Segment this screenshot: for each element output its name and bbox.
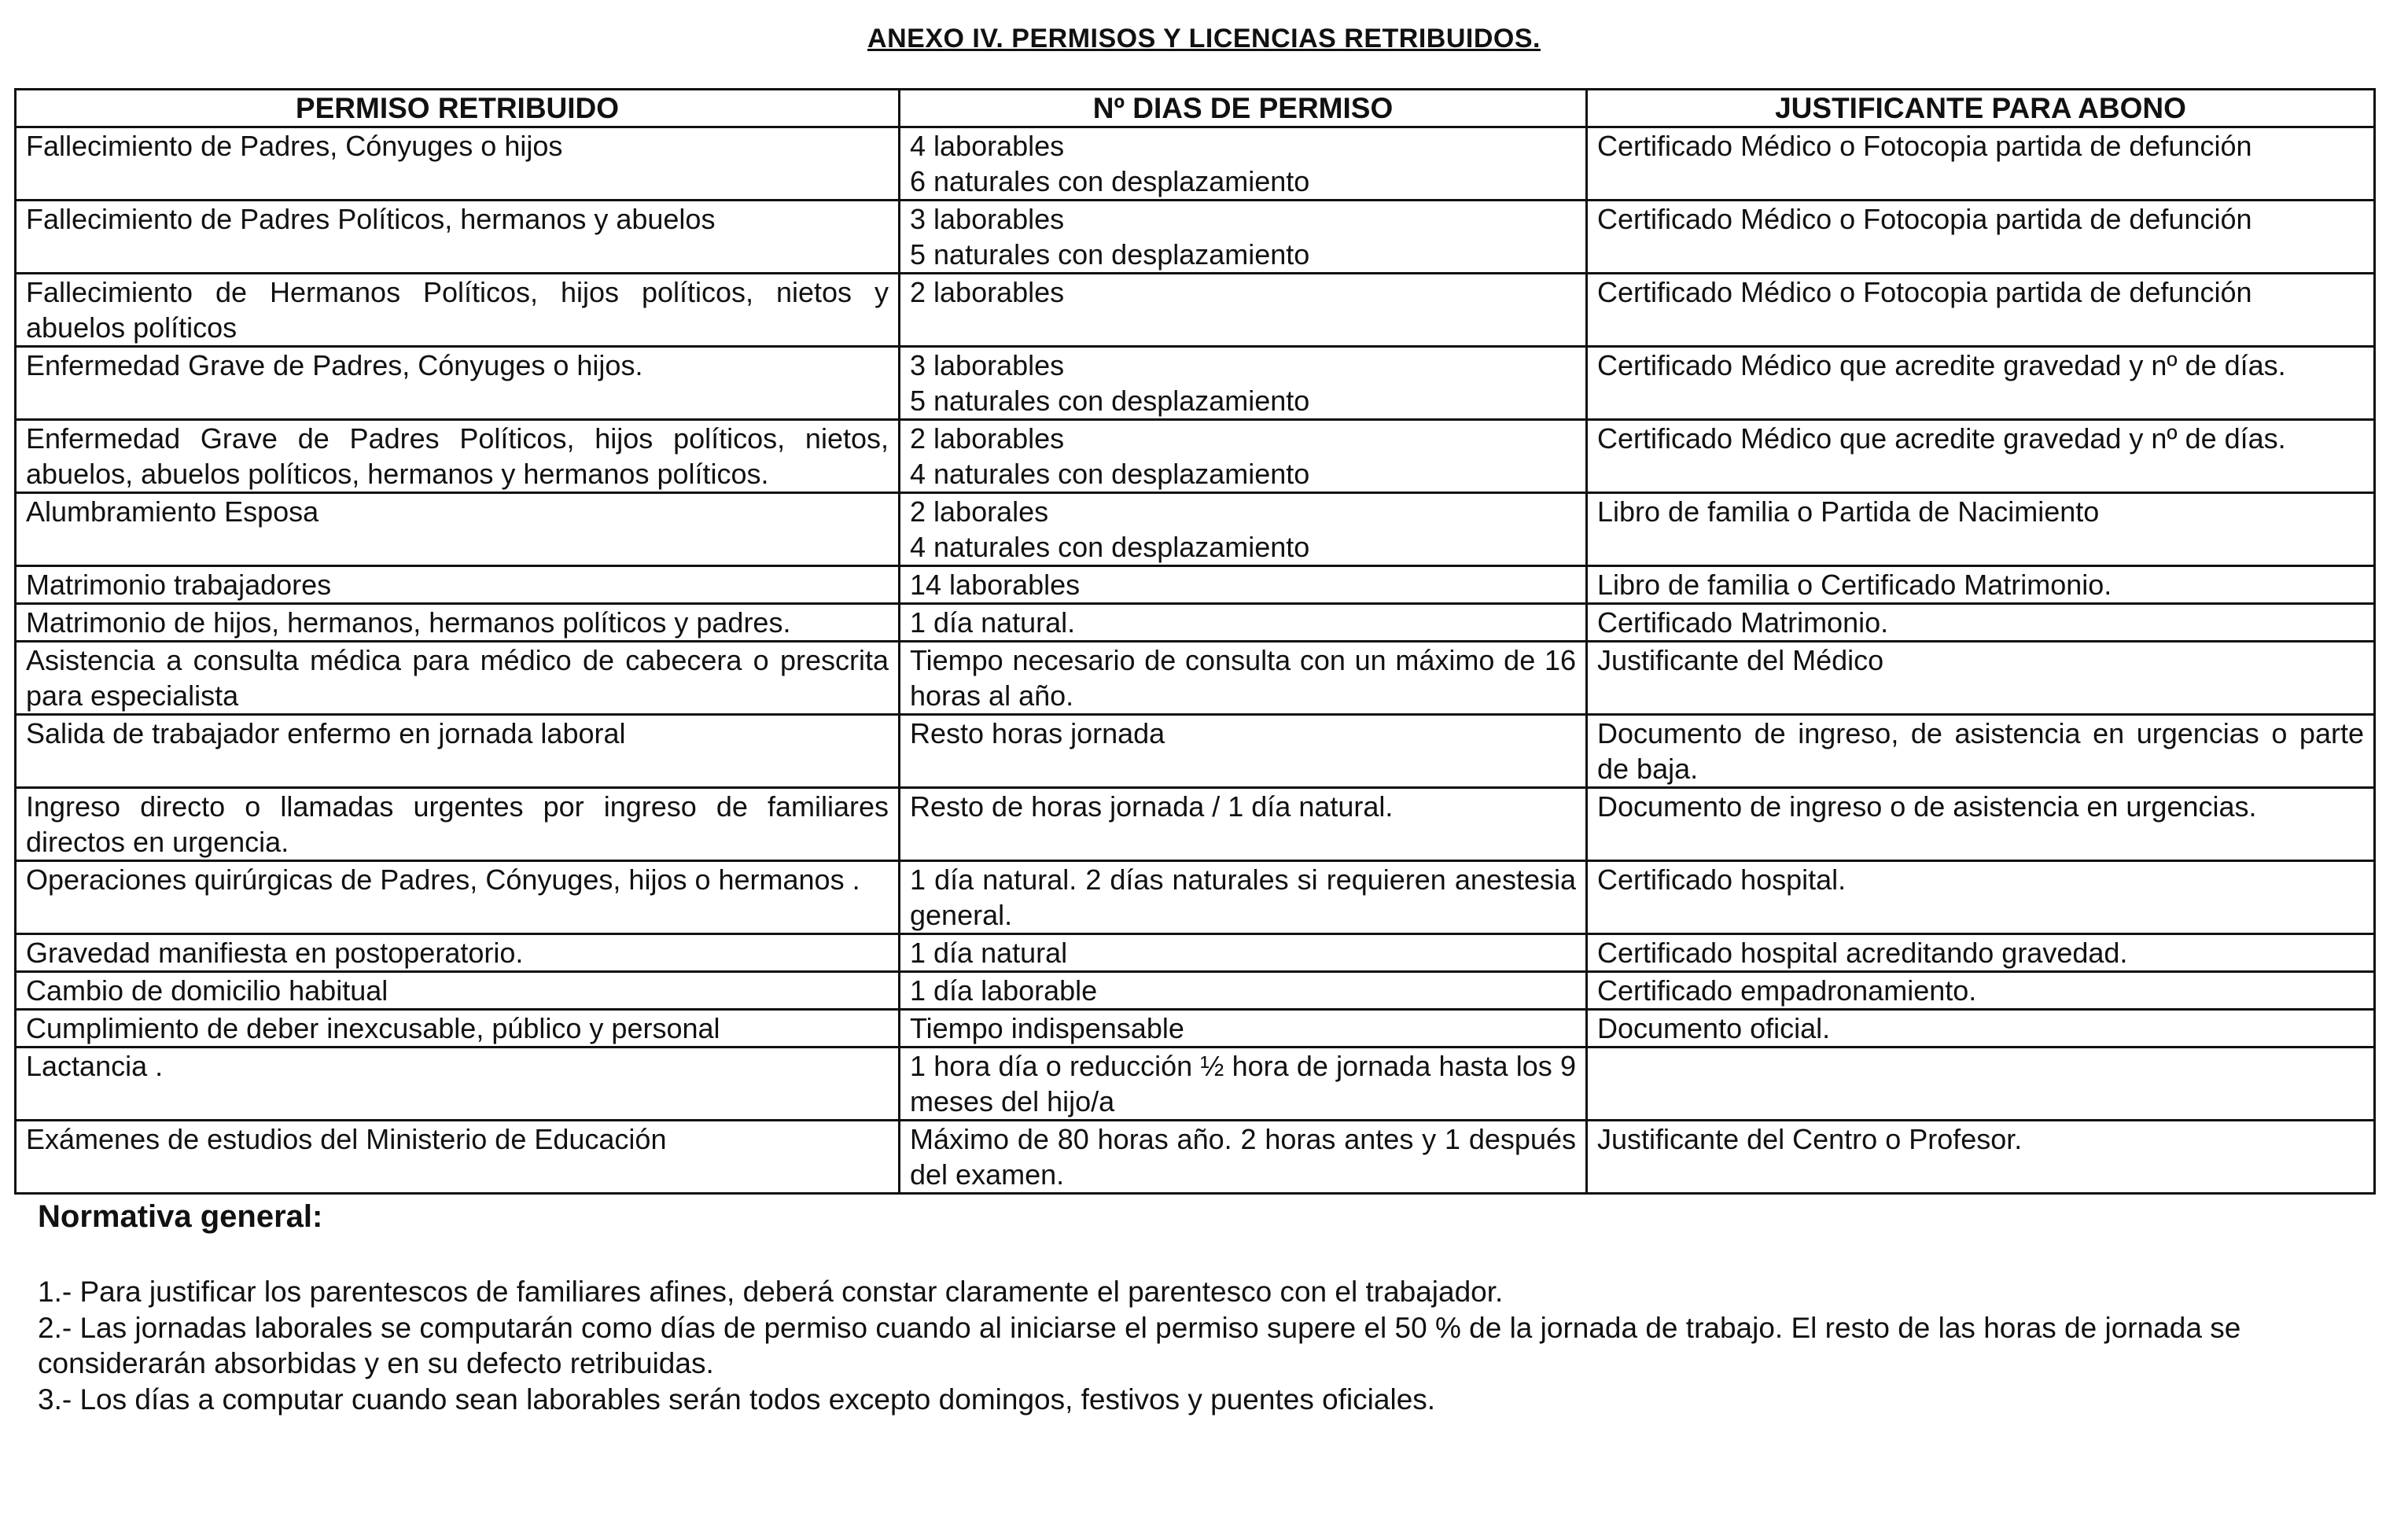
cell-justificante: Certificado Médico que acredite gravedad y nº de días.	[1587, 420, 2375, 493]
cell-dias	[900, 788, 1587, 861]
table-row	[16, 642, 2375, 715]
table-row	[16, 1048, 2375, 1121]
cell-justificante: Documento de ingreso o de asistencia en urgencias.	[1587, 788, 2375, 861]
header-permiso: PERMISO RETRIBUIDO	[16, 90, 900, 127]
cell-dias	[900, 934, 1587, 972]
table-row	[16, 788, 2375, 861]
cell-permiso: Salida de trabajador enfermo en jornada laboral	[16, 715, 900, 788]
cell-justificante: Documento de ingreso, de asistencia en urgencias o parte de baja.	[1587, 715, 2375, 788]
dias-line: Tiempo necesario de consulta con un máximo de 16 horas al año.	[910, 644, 1576, 712]
cell-permiso: Cumplimiento de deber inexcusable, público y personal	[16, 1010, 900, 1048]
dias-line: 1 día laborable	[910, 974, 1098, 1007]
table-row	[16, 604, 2375, 642]
normativa-item: 2.- Las jornadas laborales se computarán como días de permiso cuando al iniciarse el permiso supere el 50 % de la jornada de trabajo. El resto de las horas de jornada se considerarán absorbidas y en su defecto retribuidas.	[38, 1312, 2241, 1379]
document-title: ANEXO IV. PERMISOS Y LICENCIAS RETRIBUIDOS.	[867, 24, 1541, 53]
table-row	[16, 861, 2375, 934]
header-dias: Nº DIAS DE PERMISO	[900, 90, 1587, 127]
table-row	[16, 972, 2375, 1010]
table-row	[16, 1121, 2375, 1194]
cell-dias	[900, 1048, 1587, 1121]
table-row	[16, 493, 2375, 566]
normativa-title: Normativa general:	[38, 1199, 323, 1234]
table-row	[16, 347, 2375, 420]
cell-justificante: Certificado Matrimonio.	[1587, 604, 2375, 642]
cell-dias	[900, 715, 1587, 788]
cell-justificante: Certificado Médico o Fotocopia partida de defunción	[1587, 274, 2375, 347]
cell-justificante: Certificado Médico que acredite gravedad y nº de días.	[1587, 347, 2375, 420]
cell-dias	[900, 972, 1587, 1010]
cell-dias	[900, 493, 1587, 566]
permisos-table	[14, 88, 2376, 1195]
table-row	[16, 127, 2375, 201]
dias-line: Máximo de 80 horas año. 2 horas antes y 1 después del examen.	[910, 1123, 1576, 1191]
dias-line: 1 día natural. 2 días naturales si requieren anestesia general.	[910, 863, 1576, 931]
cell-justificante: Certificado Médico o Fotocopia partida de defunción	[1587, 201, 2375, 274]
cell-dias	[900, 201, 1587, 274]
cell-permiso: Cambio de domicilio habitual	[16, 972, 900, 1010]
table-row	[16, 715, 2375, 788]
cell-justificante: Justificante del Centro o Profesor.	[1587, 1121, 2375, 1194]
cell-justificante: Certificado Médico o Fotocopia partida de defunción	[1587, 127, 2375, 201]
table-row	[16, 1010, 2375, 1048]
normativa-item: 3.- Los días a computar cuando sean laborables serán todos excepto domingos, festivos y puentes oficiales.	[38, 1383, 1436, 1416]
dias-line: 2 laborales	[910, 495, 1049, 528]
dias-line: 4 naturales con desplazamiento	[910, 458, 1310, 490]
cell-permiso: Exámenes de estudios del Ministerio de Educación	[16, 1121, 900, 1194]
dias-line: 14 laborables	[910, 569, 1081, 601]
cell-dias	[900, 1121, 1587, 1194]
cell-permiso: Lactancia .	[16, 1048, 900, 1121]
cell-justificante: Documento oficial.	[1587, 1010, 2375, 1048]
dias-line: 5 naturales con desplazamiento	[910, 385, 1310, 417]
cell-dias	[900, 566, 1587, 604]
cell-justificante: Libro de familia o Certificado Matrimonio.	[1587, 566, 2375, 604]
dias-line: 3 laborables	[910, 203, 1065, 235]
header-justificante: JUSTIFICANTE PARA ABONO	[1587, 90, 2375, 127]
cell-dias	[900, 604, 1587, 642]
cell-permiso: Fallecimiento de Padres Políticos, hermanos y abuelos	[16, 201, 900, 274]
table-row	[16, 201, 2375, 274]
cell-permiso: Fallecimiento de Padres, Cónyuges o hijos	[16, 127, 900, 201]
cell-dias	[900, 420, 1587, 493]
dias-line: 1 hora día o reducción ½ hora de jornada hasta los 9 meses del hijo/a	[910, 1050, 1576, 1117]
cell-permiso: Matrimonio trabajadores	[16, 566, 900, 604]
cell-justificante: Certificado empadronamiento.	[1587, 972, 2375, 1010]
dias-line: 1 día natural	[910, 937, 1068, 969]
dias-line: Resto horas jornada	[910, 717, 1165, 749]
cell-justificante: Certificado hospital acreditando gravedad.	[1587, 934, 2375, 972]
cell-permiso: Enfermedad Grave de Padres, Cónyuges o hijos.	[16, 347, 900, 420]
dias-line: 6 naturales con desplazamiento	[910, 165, 1310, 197]
cell-justificante: Libro de familia o Partida de Nacimiento	[1587, 493, 2375, 566]
cell-permiso: Enfermedad Grave de Padres Políticos, hijos políticos, nietos, abuelos, abuelos políticos, hermanos y hermanos políticos.	[16, 420, 900, 493]
cell-permiso: Fallecimiento de Hermanos Políticos, hijos políticos, nietos y abuelos políticos	[16, 274, 900, 347]
cell-dias	[900, 1010, 1587, 1048]
dias-line: 4 laborables	[910, 130, 1065, 162]
dias-line: 3 laborables	[910, 349, 1065, 381]
dias-line: 1 día natural.	[910, 606, 1076, 639]
dias-line: 2 laborables	[910, 422, 1065, 455]
dias-line: 2 laborables	[910, 276, 1065, 308]
cell-dias	[900, 274, 1587, 347]
table-body	[16, 127, 2375, 1194]
cell-permiso: Alumbramiento Esposa	[16, 493, 900, 566]
cell-justificante: Justificante del Médico	[1587, 642, 2375, 715]
table-row	[16, 420, 2375, 493]
table-header-row	[16, 90, 2375, 127]
dias-line: 4 naturales con desplazamiento	[910, 531, 1310, 563]
dias-line: 5 naturales con desplazamiento	[910, 238, 1310, 271]
table-row	[16, 934, 2375, 972]
cell-dias	[900, 861, 1587, 934]
dias-line: Resto de horas jornada / 1 día natural.	[910, 790, 1394, 823]
cell-dias	[900, 642, 1587, 715]
cell-permiso: Asistencia a consulta médica para médico de cabecera o prescrita para especialista	[16, 642, 900, 715]
cell-justificante	[1587, 1048, 2375, 1121]
cell-permiso: Operaciones quirúrgicas de Padres, Cónyuges, hijos o hermanos .	[16, 861, 900, 934]
cell-permiso: Matrimonio de hijos, hermanos, hermanos políticos y padres.	[16, 604, 900, 642]
cell-dias	[900, 127, 1587, 201]
normativa-item: 1.- Para justificar los parentescos de familiares afines, deberá constar claramente el parentesco con el trabajador.	[38, 1276, 1504, 1308]
dias-line: Tiempo indispensable	[910, 1012, 1184, 1044]
cell-permiso: Gravedad manifiesta en postoperatorio.	[16, 934, 900, 972]
table-row	[16, 274, 2375, 347]
cell-permiso: Ingreso directo o llamadas urgentes por ingreso de familiares directos en urgencia.	[16, 788, 900, 861]
cell-dias	[900, 347, 1587, 420]
normativa-list	[38, 1274, 2389, 1418]
table-row	[16, 566, 2375, 604]
cell-justificante: Certificado hospital.	[1587, 861, 2375, 934]
